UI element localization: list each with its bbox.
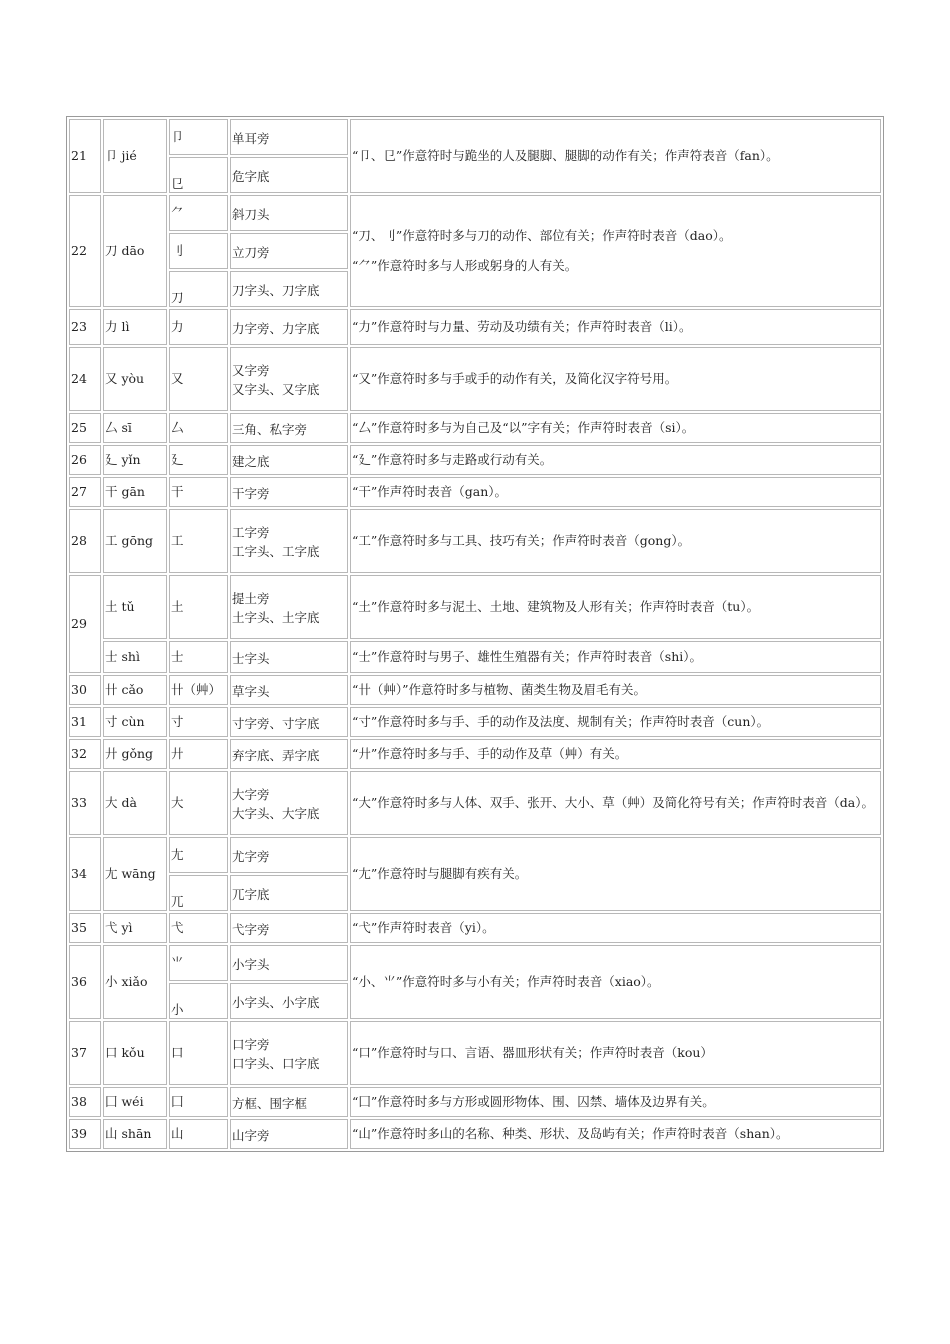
description-line: “土”作意符时多与泥土、土地、建筑物及人形有关；作声符时表音（tu）。	[352, 599, 760, 614]
radical-form: 力	[169, 309, 228, 345]
radical-position-names	[230, 913, 348, 943]
radical-position-names	[230, 837, 348, 873]
radicals-table-body	[69, 119, 881, 1149]
description-line: “寸”作意符时多与手、手的动作及法度、规制有关；作声符时表音（cun）。	[352, 714, 770, 729]
description-line: “弋”作声符时表音（yi）。	[352, 920, 495, 935]
radical-position-names	[230, 347, 348, 411]
row-number: 38	[69, 1087, 101, 1117]
radical-form: 山	[169, 1119, 228, 1149]
row-number: 24	[69, 347, 101, 411]
radical-position-names	[230, 641, 348, 673]
row-number: 33	[69, 771, 101, 835]
description-line: “大”作意符时多与人体、双手、张开、大小、草（艸）及简化符号有关；作声符时表音（da）。	[352, 795, 874, 810]
radical-name: 三角、私字旁	[232, 421, 308, 437]
description-line: “干”作声符时表音（gan）。	[352, 484, 508, 499]
radical-name: 工字旁	[232, 525, 270, 540]
radical-character: 刀 dāo	[103, 195, 167, 307]
radical-name: 弃字底、弄字底	[232, 747, 320, 763]
radical-form: 大	[169, 771, 228, 835]
radical-name: 又字旁	[232, 363, 270, 378]
radical-form: 刀	[169, 271, 228, 307]
radical-name: 大字头、大字底	[232, 806, 320, 821]
table-row	[69, 837, 881, 873]
radical-name: 弋字旁	[232, 921, 270, 937]
table-row	[69, 913, 881, 943]
radical-character: 囗 wéi	[103, 1087, 167, 1117]
radical-name: 干字旁	[232, 485, 270, 501]
radical-form: 土	[169, 575, 228, 639]
radical-form: 囗	[169, 1087, 228, 1117]
table-row	[69, 641, 881, 673]
radical-position-names	[230, 983, 348, 1019]
radical-description	[350, 675, 881, 705]
radical-form: 尢	[169, 837, 228, 873]
radical-description	[350, 1119, 881, 1149]
radical-position-names	[230, 233, 348, 269]
radical-form: 干	[169, 477, 228, 507]
radical-name: 山字旁	[232, 1127, 270, 1143]
radical-character: 力 lì	[103, 309, 167, 345]
radical-description	[350, 945, 881, 1019]
radical-form: 弋	[169, 913, 228, 943]
table-row	[69, 347, 881, 411]
description-line: “厶”作意符时多与为自己及“以”字有关；作声符时表音（si）。	[352, 420, 695, 435]
radical-description	[350, 119, 881, 193]
radical-position-names	[230, 875, 348, 911]
table-row	[69, 309, 881, 345]
radical-character: 工 gōng	[103, 509, 167, 573]
radical-form: 工	[169, 509, 228, 573]
description-line: “工”作意符时多与工具、技巧有关；作声符时表音（gong）。	[352, 533, 691, 548]
radical-description	[350, 913, 881, 943]
description-line: “口”作意符时与口、言语、器皿形状有关；作声符时表音（kou）	[352, 1045, 713, 1060]
radical-name: 又字头、又字底	[232, 382, 320, 397]
table-row	[69, 771, 881, 835]
radical-name: 寸字旁、寸字底	[232, 715, 320, 731]
row-number: 23	[69, 309, 101, 345]
radicals-table	[66, 116, 884, 1152]
radical-name: 单耳旁	[232, 130, 270, 146]
radical-name: 口字头、口字底	[232, 1056, 320, 1071]
radical-character: 士 shì	[103, 641, 167, 673]
table-row	[69, 509, 881, 573]
radical-position-names	[230, 445, 348, 475]
row-number: 31	[69, 707, 101, 737]
radical-description	[350, 1087, 881, 1117]
table-row	[69, 1119, 881, 1149]
radical-character: 寸 cùn	[103, 707, 167, 737]
row-number: 37	[69, 1021, 101, 1085]
radical-position-names	[230, 1021, 348, 1085]
radical-name: 提土旁	[232, 591, 270, 606]
radical-name: 兀字底	[232, 886, 270, 902]
radical-name: 尤字旁	[232, 848, 270, 864]
radical-description	[350, 707, 881, 737]
radical-position-names	[230, 271, 348, 307]
radical-name: 草字头	[232, 683, 270, 699]
radical-position-names	[230, 739, 348, 769]
radical-position-names	[230, 413, 348, 443]
row-number: 36	[69, 945, 101, 1019]
radical-form: 卄（艸）	[169, 675, 228, 705]
row-number: 25	[69, 413, 101, 443]
radical-character: 大 dà	[103, 771, 167, 835]
radical-name: 大字旁	[232, 787, 270, 802]
radical-form: 小	[169, 983, 228, 1019]
radical-description	[350, 509, 881, 573]
radical-name: 小字头	[232, 956, 270, 972]
radical-name: 危字底	[232, 168, 270, 184]
table-row	[69, 945, 881, 981]
radical-form: 卩	[169, 119, 228, 155]
description-line: “⺈”作意符时多与人形或躬身的人有关。	[352, 258, 578, 273]
radical-character: 干 gān	[103, 477, 167, 507]
table-row	[69, 675, 881, 705]
radical-name: 口字旁	[232, 1037, 270, 1052]
radical-form: 兀	[169, 875, 228, 911]
radical-name: 建之底	[232, 453, 270, 469]
radical-character: 尢 wāng	[103, 837, 167, 911]
description-line: “小、⺌”作意符时多与小有关；作声符时表音（xiao）。	[352, 974, 660, 989]
description-line: “又”作意符时多与手或手的动作有关，及简化汉字符号用。	[352, 371, 678, 386]
radical-name: 工字头、工字底	[232, 544, 320, 559]
radical-position-names	[230, 157, 348, 193]
radical-description	[350, 837, 881, 911]
description-line: “力”作意符时与力量、劳动及功绩有关；作声符时表音（li）。	[352, 319, 692, 334]
radical-description	[350, 771, 881, 835]
radical-position-names	[230, 707, 348, 737]
radical-position-names	[230, 945, 348, 981]
radical-description	[350, 477, 881, 507]
radical-description	[350, 195, 881, 307]
table-row	[69, 477, 881, 507]
radical-form: 㔾	[169, 157, 228, 193]
radical-form: ⺈	[169, 195, 228, 231]
radical-position-names	[230, 309, 348, 345]
radical-form: 刂	[169, 233, 228, 269]
radical-position-names	[230, 575, 348, 639]
radical-character: 小 xiǎo	[103, 945, 167, 1019]
description-line: “山”作意符时多山的名称、种类、形状、及岛屿有关；作声符时表音（shan）。	[352, 1126, 789, 1141]
radical-form: 廾	[169, 739, 228, 769]
radical-form: 口	[169, 1021, 228, 1085]
table-row	[69, 575, 881, 639]
radical-description	[350, 347, 881, 411]
table-row	[69, 445, 881, 475]
row-number: 29	[69, 575, 101, 673]
description-line: “刀、刂”作意符时多与刀的动作、部位有关；作声符时表音（dao）。	[352, 228, 732, 243]
description-line: “士”作意符时与男子、雄性生殖器有关；作声符时表音（shi）。	[352, 649, 702, 664]
radical-form: 厶	[169, 413, 228, 443]
description-line: “廾”作意符时多与手、手的动作及草（艸）有关。	[352, 746, 628, 761]
radical-position-names	[230, 1119, 348, 1149]
description-line: “囗”作意符时多与方形或圆形物体、围、囚禁、墙体及边界有关。	[352, 1094, 715, 1109]
description-line: “卩、㔾”作意符时与跪坐的人及腿脚、腿脚的动作有关；作声符表音（fan）。	[352, 148, 779, 163]
radical-position-names	[230, 771, 348, 835]
table-row	[69, 195, 881, 231]
radical-description	[350, 1021, 881, 1085]
radical-character: 廾 gǒng	[103, 739, 167, 769]
radical-character: 卄 cǎo	[103, 675, 167, 705]
radical-form: 又	[169, 347, 228, 411]
radical-name: 士字头	[232, 650, 270, 666]
radical-description	[350, 575, 881, 639]
table-row	[69, 739, 881, 769]
row-number: 27	[69, 477, 101, 507]
radical-description	[350, 413, 881, 443]
radical-name: 土字头、土字底	[232, 610, 320, 625]
table-row	[69, 119, 881, 155]
radical-position-names	[230, 195, 348, 231]
radical-form: 寸	[169, 707, 228, 737]
radical-character: 厶 sī	[103, 413, 167, 443]
radical-position-names	[230, 509, 348, 573]
row-number: 21	[69, 119, 101, 193]
radical-description	[350, 739, 881, 769]
row-number: 28	[69, 509, 101, 573]
table-row	[69, 1087, 881, 1117]
row-number: 34	[69, 837, 101, 911]
radical-name: 斜刀头	[232, 206, 270, 222]
radical-character: 土 tǔ	[103, 575, 167, 639]
radical-form: ⺌	[169, 945, 228, 981]
row-number: 32	[69, 739, 101, 769]
radical-name: 刀字头、刀字底	[232, 282, 320, 298]
radical-name: 小字头、小字底	[232, 994, 320, 1010]
radical-position-names	[230, 119, 348, 155]
radical-form: 廴	[169, 445, 228, 475]
table-row	[69, 413, 881, 443]
radical-name: 力字旁、力字底	[232, 320, 320, 336]
radical-position-names	[230, 675, 348, 705]
description-line: “廴”作意符时多与走路或行动有关。	[352, 452, 553, 467]
radical-name: 方框、围字框	[232, 1095, 308, 1111]
row-number: 22	[69, 195, 101, 307]
row-number: 35	[69, 913, 101, 943]
row-number: 39	[69, 1119, 101, 1149]
table-row	[69, 707, 881, 737]
radical-form: 士	[169, 641, 228, 673]
row-number: 30	[69, 675, 101, 705]
radical-character: 弋 yì	[103, 913, 167, 943]
table-row	[69, 1021, 881, 1085]
radical-character: 口 kǒu	[103, 1021, 167, 1085]
radical-character: 卩 jié	[103, 119, 167, 193]
radical-character: 山 shān	[103, 1119, 167, 1149]
row-number: 26	[69, 445, 101, 475]
radical-description	[350, 445, 881, 475]
radical-position-names	[230, 1087, 348, 1117]
description-line: “卄（艸）”作意符时多与植物、菌类生物及眉毛有关。	[352, 682, 647, 697]
radical-character: 又 yòu	[103, 347, 167, 411]
radical-character: 廴 yǐn	[103, 445, 167, 475]
description-line: “尢”作意符时与腿脚有疾有关。	[352, 866, 528, 881]
radical-position-names	[230, 477, 348, 507]
radical-description	[350, 309, 881, 345]
radical-description	[350, 641, 881, 673]
radical-name: 立刀旁	[232, 244, 270, 260]
